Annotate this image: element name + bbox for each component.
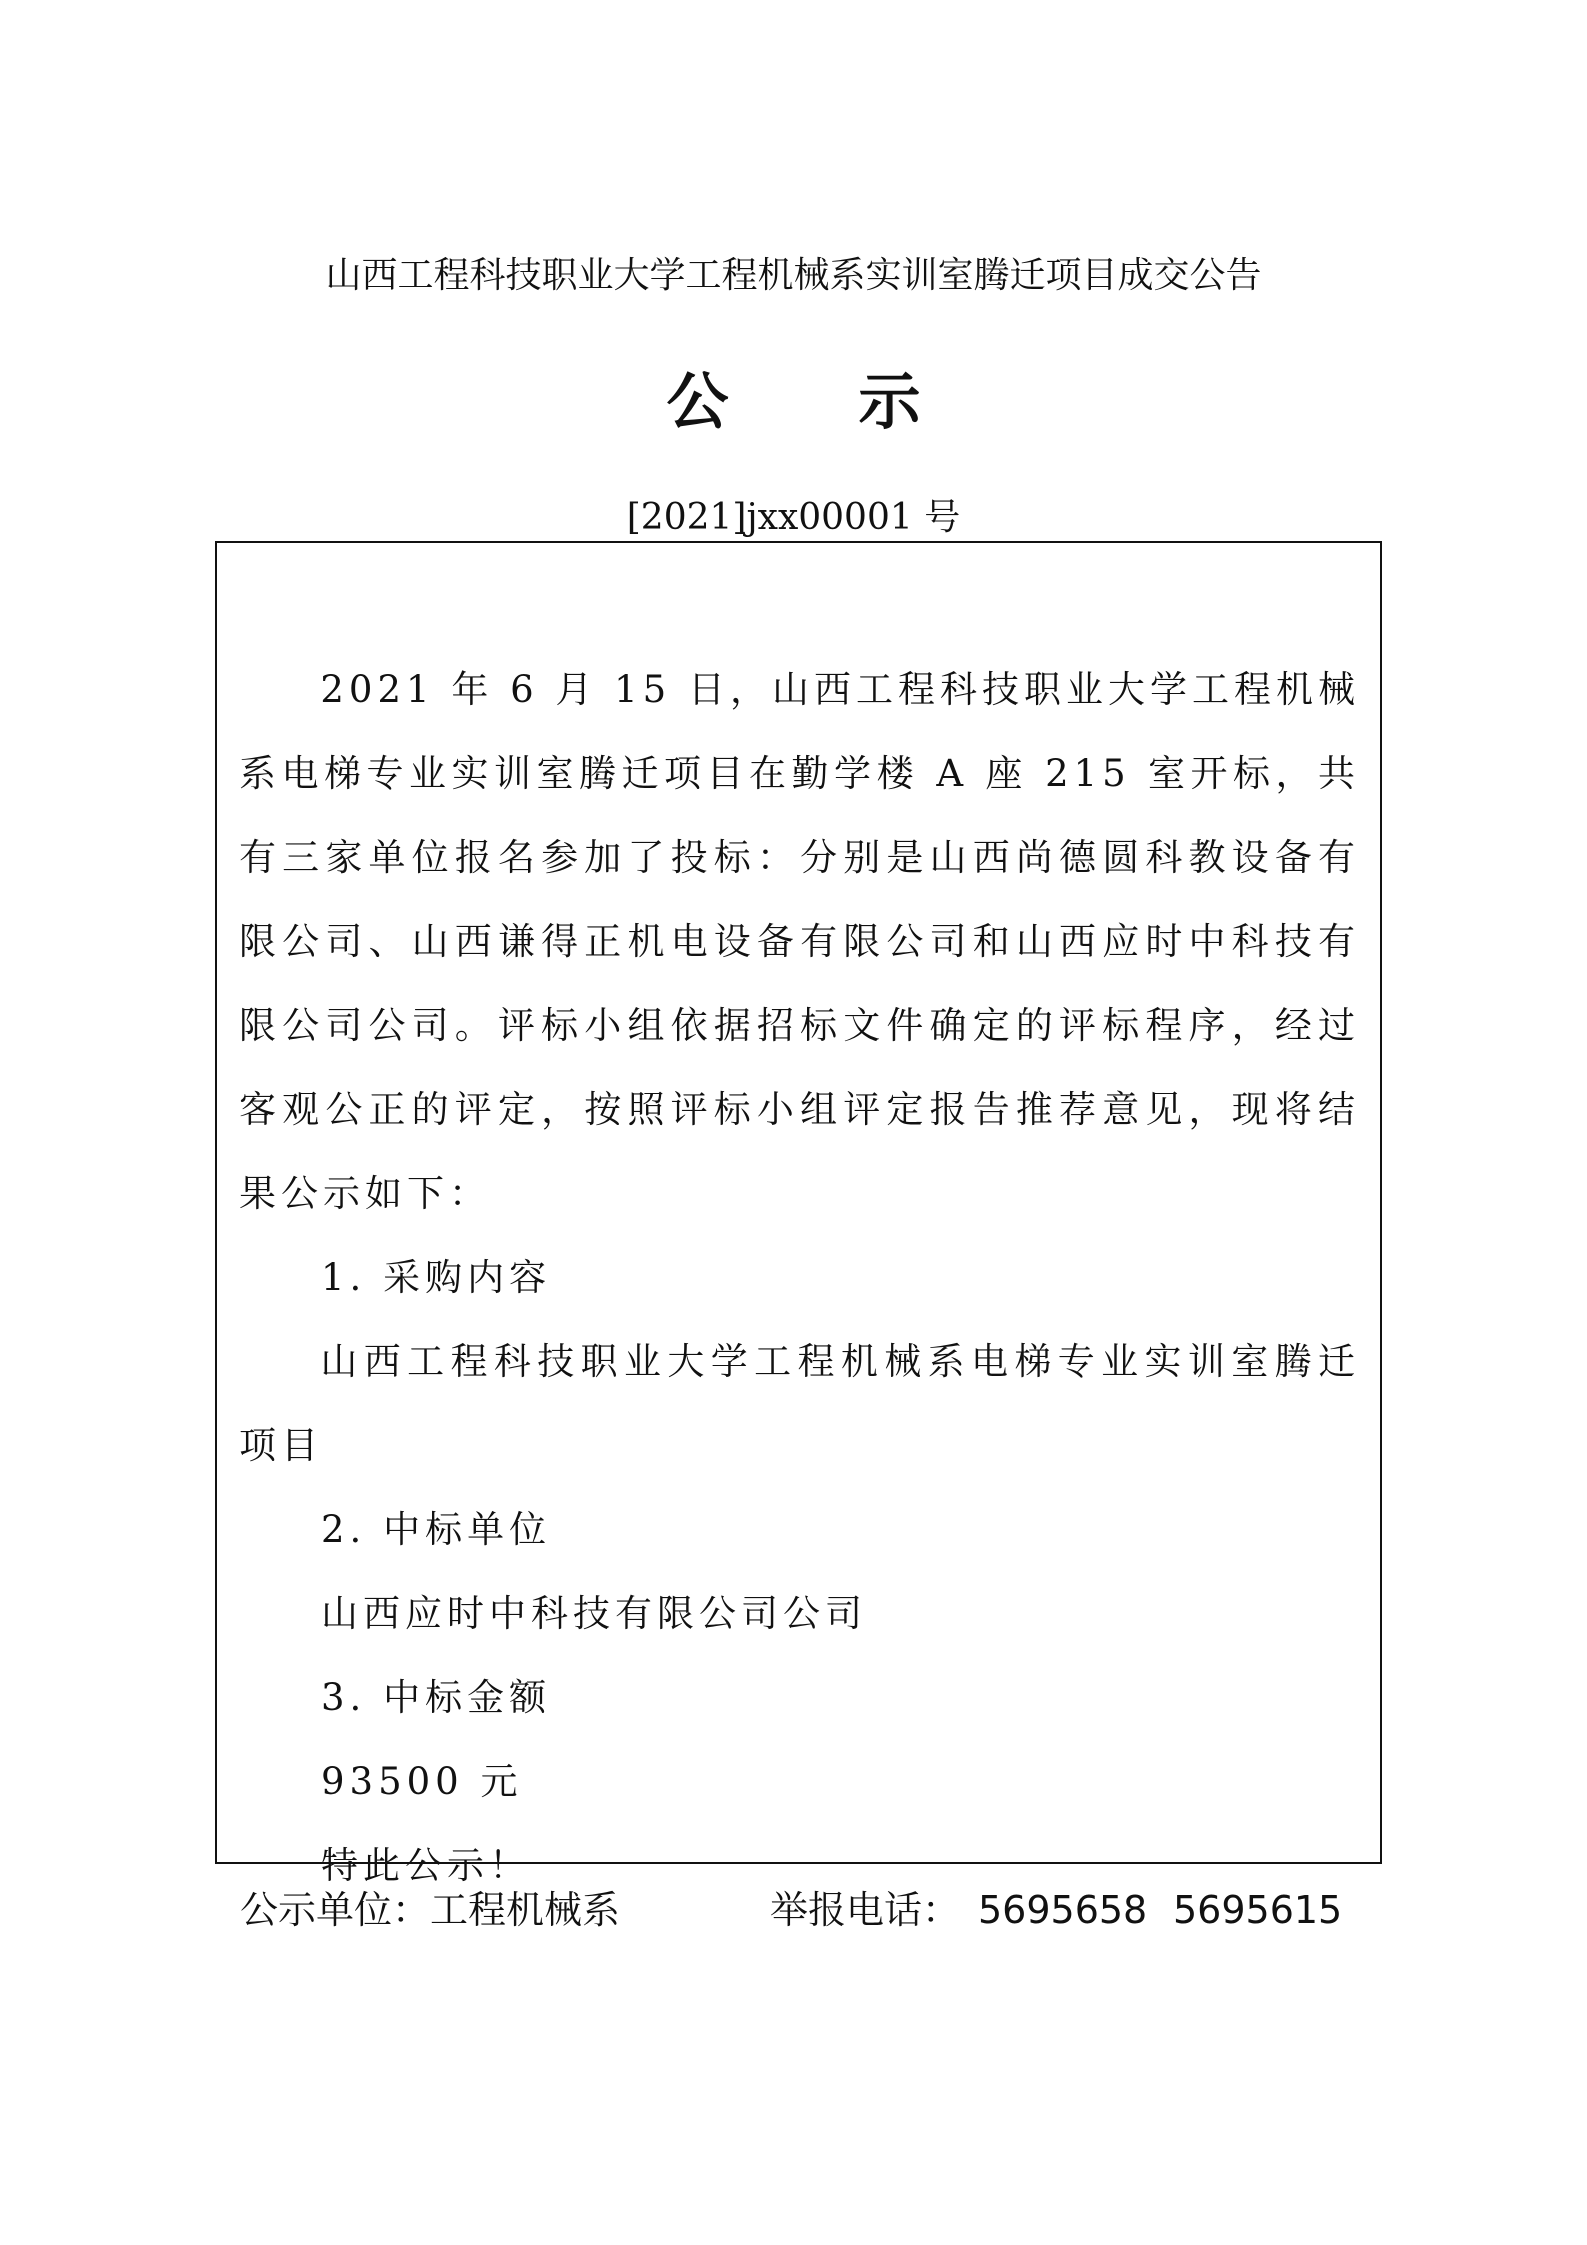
section-1-heading: 1. 采购内容 (321, 1256, 552, 1299)
document-title: 山西工程科技职业大学工程机械系实训室腾迁项目成交公告 (325, 255, 1262, 296)
publishing-unit: 公示单位：工程机械系 (240, 1888, 621, 1932)
section-3-heading: 3. 中标金额 (321, 1676, 552, 1719)
section-3-content: 93500 元 (321, 1760, 523, 1803)
section-2-heading: 2. 中标单位 (321, 1508, 552, 1551)
footer (240, 1880, 1390, 1940)
report-phone-label: 举报电话： (770, 1888, 961, 1932)
section-2-content: 山西应时中科技有限公司公司 (321, 1592, 867, 1635)
document-number: [2021]jxx00001 号 (626, 497, 961, 538)
report-phone-1: 5695658 (978, 1888, 1148, 1932)
intro-paragraph: 2021 年 6 月 15 日，山西工程科技职业大学工程机械系电梯专业实训室腾迁项目在勤学楼 A 座 215 室开标，共有三家单位报名参加了投标：分别是山西尚德圆科教设备有限公司、山西谦得正机电设备有限公司和山西应时中科技有限公司公司。评标小组依据招标文件确定的评标程序，经过客观公正的评定，按照评标小组评定报告推荐意见，现将结果公示如下： (239, 668, 1360, 1215)
closing-statement: 特此公示！ (321, 1844, 531, 1887)
notice-heading: 公示 (666, 365, 1051, 438)
notice-content-box (215, 541, 1382, 1887)
section-1-content: 山西工程科技职业大学工程机械系电梯专业实训室腾迁项目 (239, 1340, 1360, 1467)
report-phone-2: 5695615 (1173, 1888, 1343, 1932)
